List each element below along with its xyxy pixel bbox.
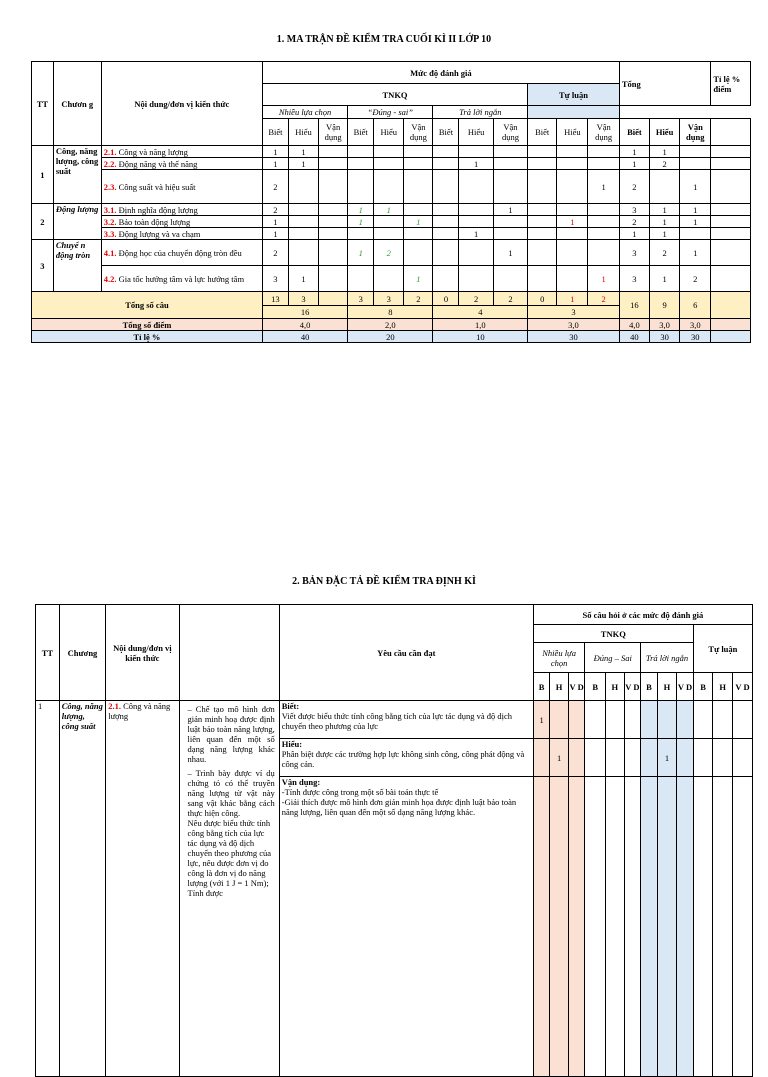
spec-tnkq-header: TNKQ	[533, 625, 693, 643]
spec-truefalse-header: Đúng – Sai	[585, 643, 641, 673]
mcq-header: Nhiều lựa chọn	[262, 106, 347, 119]
spec-row-chapter: Công, năng lượng, công suất	[59, 701, 105, 1077]
biet-header: Biết	[433, 119, 459, 146]
spec-vandung-requirement: Vận dụng: -Tính được công trong một số bài toán thực tế -Giải thích được mô hình đơn giản minh họa được định luật bảo toàn năng lượng, liên quan đến một số dạng năng lượng khác.	[279, 777, 533, 1077]
tnkq-header: TNKQ	[262, 84, 527, 106]
table-row: 2 Động lượng 3.1. Định nghĩa động lượng 2 1 1 1 3 1 1	[32, 204, 751, 216]
hieu-header: Hiểu	[288, 119, 318, 146]
vandung-header: Vận dụng	[493, 119, 527, 146]
table-row: 3 Chuyể n động tròn 4.1. Động học của chuyển động tròn đều 2 1 2 1 3 2 1	[32, 240, 751, 266]
content-item: 3.1. Định nghĩa động lượng	[101, 204, 262, 216]
content-item: 2.1. Công và năng lượng	[101, 146, 262, 158]
table-row: 3.3. Động lượng và va chạm 1 1 1 1	[32, 228, 751, 240]
table-row: 4.2. Gia tốc hướng tâm và lực hướng tâm 3 1 1 1 3 1 2	[32, 266, 751, 292]
biet-header: Biết	[619, 119, 649, 146]
hieu-header: Hiểu	[459, 119, 493, 146]
col-tt-header: TT	[32, 62, 54, 146]
biet-header: Biết	[262, 119, 288, 146]
rate-header: Tỉ lệ % điểm	[711, 62, 751, 106]
total-points-label: Tổng số điểm	[32, 319, 263, 331]
hieu-header: Hiểu	[374, 119, 404, 146]
chapter-name: Chuyể n động tròn	[53, 240, 101, 292]
content-item: 2.3. Công suất và hiệu suất	[101, 170, 262, 204]
total-points-row: Tổng số điểm 4,0 2,0 1,0 3,0 4,0 3,0 3,0	[32, 319, 751, 331]
table-row: 3.2. Bảo toàn động lượng 1 1 1 1 2 1 1	[32, 216, 751, 228]
level-header: Mức độ đánh giá	[262, 62, 619, 84]
spec-row-tt: 1	[36, 701, 60, 1077]
spec-col-tt: TT	[36, 605, 60, 701]
rate-row: Tỉ lệ % 40 20 10 30 40 30 30	[32, 331, 751, 343]
spec-essay-header: Tự luận	[693, 625, 752, 673]
spec-title: 2. BẢN ĐẶC TẢ ĐỀ KIỂM TRA ĐỊNH KÌ	[292, 576, 476, 587]
content-item: 3.3. Động lượng và va chạm	[101, 228, 262, 240]
spec-col-requirement: Yêu cầu cần đạt	[279, 605, 533, 701]
biet-header: Biết	[528, 119, 557, 146]
hieu-header: Hiểu	[650, 119, 680, 146]
total-questions-row: Tổng số câu 13 3 3 3 2 0 2 2 0 1 2 16 9 6	[32, 292, 751, 306]
table-row: 2.2. Động năng và thế năng 1 1 1 1 2	[32, 158, 751, 170]
content-item: 4.1. Động học của chuyển động tròn đều	[101, 240, 262, 266]
chapter-number: 1	[32, 146, 54, 204]
table-row: 2.3. Công suất và hiệu suất 2 1 2 1	[32, 170, 751, 204]
biet-header: Biết	[348, 119, 374, 146]
chapter-name: Động lượng	[53, 204, 101, 240]
spec-col-chapter: Chương	[59, 605, 105, 701]
col-content-header: Nội dung/đơn vị kiến thức	[101, 62, 262, 146]
chapter-number: 2	[32, 204, 54, 240]
spec-biet-requirement: Biết: Viết được biểu thức tính công bằng tích của lực tác dụng và độ dịch chuyển theo phương của lực	[279, 701, 533, 739]
total-questions-label: Tổng số câu	[32, 292, 263, 319]
content-item: 4.2. Gia tốc hướng tâm và lực hướng tâm	[101, 266, 262, 292]
truefalse-header: “Đúng - sai”	[348, 106, 433, 119]
spec-levels-header: Số câu hỏi ở các mức độ đánh giá	[533, 605, 752, 625]
chapter-name: Công, năng lượng, công suất	[53, 146, 101, 204]
spec-col-content: Nội dung/đơn vị kiến thức	[106, 605, 179, 701]
vandung-header: Vận dụng	[404, 119, 433, 146]
spec-row-content: 2.1. Công và năng lượng	[106, 701, 179, 1077]
table-row: 1 Công, năng lượng, công suất 2.1. Công và năng lượng – Chế tạo mô hình đơn giản minh hoạ được định luật bảo toàn năng lượng, liên quan đến một số dạng năng lượng khác nhau. – Trình bày được ví dụ chứng tỏ có thể truyền năng lượng từ vật này sang vật khác bằng cách thực hiện công. Nêu được biểu thức tính công bằng tích của lực tác dụng và độ dịch chuyển theo phương của lực, nêu được đơn vị đo công là đơn vị đo năng lượng (với 1 J = 1 Nm); Tính được Biết: Viết được biểu thức tính công bằng tích của lực tác dụng và độ dịch chuyển theo phương của lực 1	[36, 701, 753, 739]
spec-short-header: Trả lời ngắn	[641, 643, 694, 673]
specification-table: TT Chương Nội dung/đơn vị kiến thức Yêu cầu cần đạt Số câu hỏi ở các mức độ đánh giá TNKQ Tự luận Nhiều lựa chọn Đúng – Sai Trả lời ngắn B H V D B H V D B H V D B H V D 1 Công, năng lượng, công suất 2.1. Công và năng lượng – Chế tạo mô hình đơn giản minh hoạ được định luật bảo toàn năng lượng, liên quan đến một số dạng năng lượng khác nhau. – Trình bày được ví dụ chứng tỏ có thể truyền năng lượng từ vật này sang vật khác bằng cách thực hiện công. Nêu được biểu thức tính công bằng tích của lực tác dụng và độ dịch chuyển theo phương của lực, nêu được đơn vị đo công là đơn vị đo năng lượng (với 1 J = 1 Nm); Tính được Biết: Viết được biểu thức tính công bằng tích của lực tác dụng và độ dịch chuyển theo phương của lực 1 Hiểu: Phân biệt được các trường hợp lực không sinh công, công phát động và công cản. 1 1 Vận dụng: -Tính được công trong một số bài toán thực tế -Giải thích được mô hình đơn giản minh họa được định luật bảo toàn năng lượng, liên quan đến một số dạng năng lượng khác.	[35, 604, 753, 1077]
total-header: Tổng	[619, 62, 711, 106]
vandung-header: Vận dụng	[588, 119, 619, 146]
rate-label: Tỉ lệ %	[32, 331, 263, 343]
essay-header: Tự luận	[528, 84, 620, 106]
content-item: 3.2. Bảo toàn động lượng	[101, 216, 262, 228]
content-item: 2.2. Động năng và thế năng	[101, 158, 262, 170]
chapter-number: 3	[32, 240, 54, 292]
spec-mcq-header: Nhiều lựa chọn	[533, 643, 585, 673]
spec-hieu-requirement: Hiểu: Phân biệt được các trường hợp lực không sinh công, công phát động và công cản.	[279, 739, 533, 777]
short-answer-header: Trả lời ngắn	[433, 106, 528, 119]
total-questions-group-row: 16 8 4 3	[32, 306, 751, 319]
spec-row-description: – Chế tạo mô hình đơn giản minh hoạ được định luật bảo toàn năng lượng, liên quan đến một số dạng năng lượng khác nhau. – Trình bày được ví dụ chứng tỏ có thể truyền năng lượng từ vật này sang vật khác bằng cách thực hiện công. Nêu được biểu thức tính công bằng tích của lực tác dụng và độ dịch chuyển theo phương của lực, nêu được đơn vị đo công là đơn vị đo năng lượng (với 1 J = 1 Nm); Tính được	[179, 701, 279, 1077]
vandung-header: Vận dụng	[319, 119, 348, 146]
table-row: Hiểu: Phân biệt được các trường hợp lực không sinh công, công phát động và công cản. 1 1	[36, 739, 753, 777]
table-row: 1 Công, năng lượng, công suất 2.1. Công và năng lượng 1 1 1 1	[32, 146, 751, 158]
col-chapter-header: Chươn g	[53, 62, 101, 146]
vandung-header: Vận dụng	[680, 119, 711, 146]
assessment-matrix-table	[31, 61, 751, 343]
hieu-header: Hiểu	[557, 119, 588, 146]
matrix-title: 1. MA TRẬN ĐỀ KIỂM TRA CUỐI KÌ II LỚP 10	[276, 34, 492, 45]
